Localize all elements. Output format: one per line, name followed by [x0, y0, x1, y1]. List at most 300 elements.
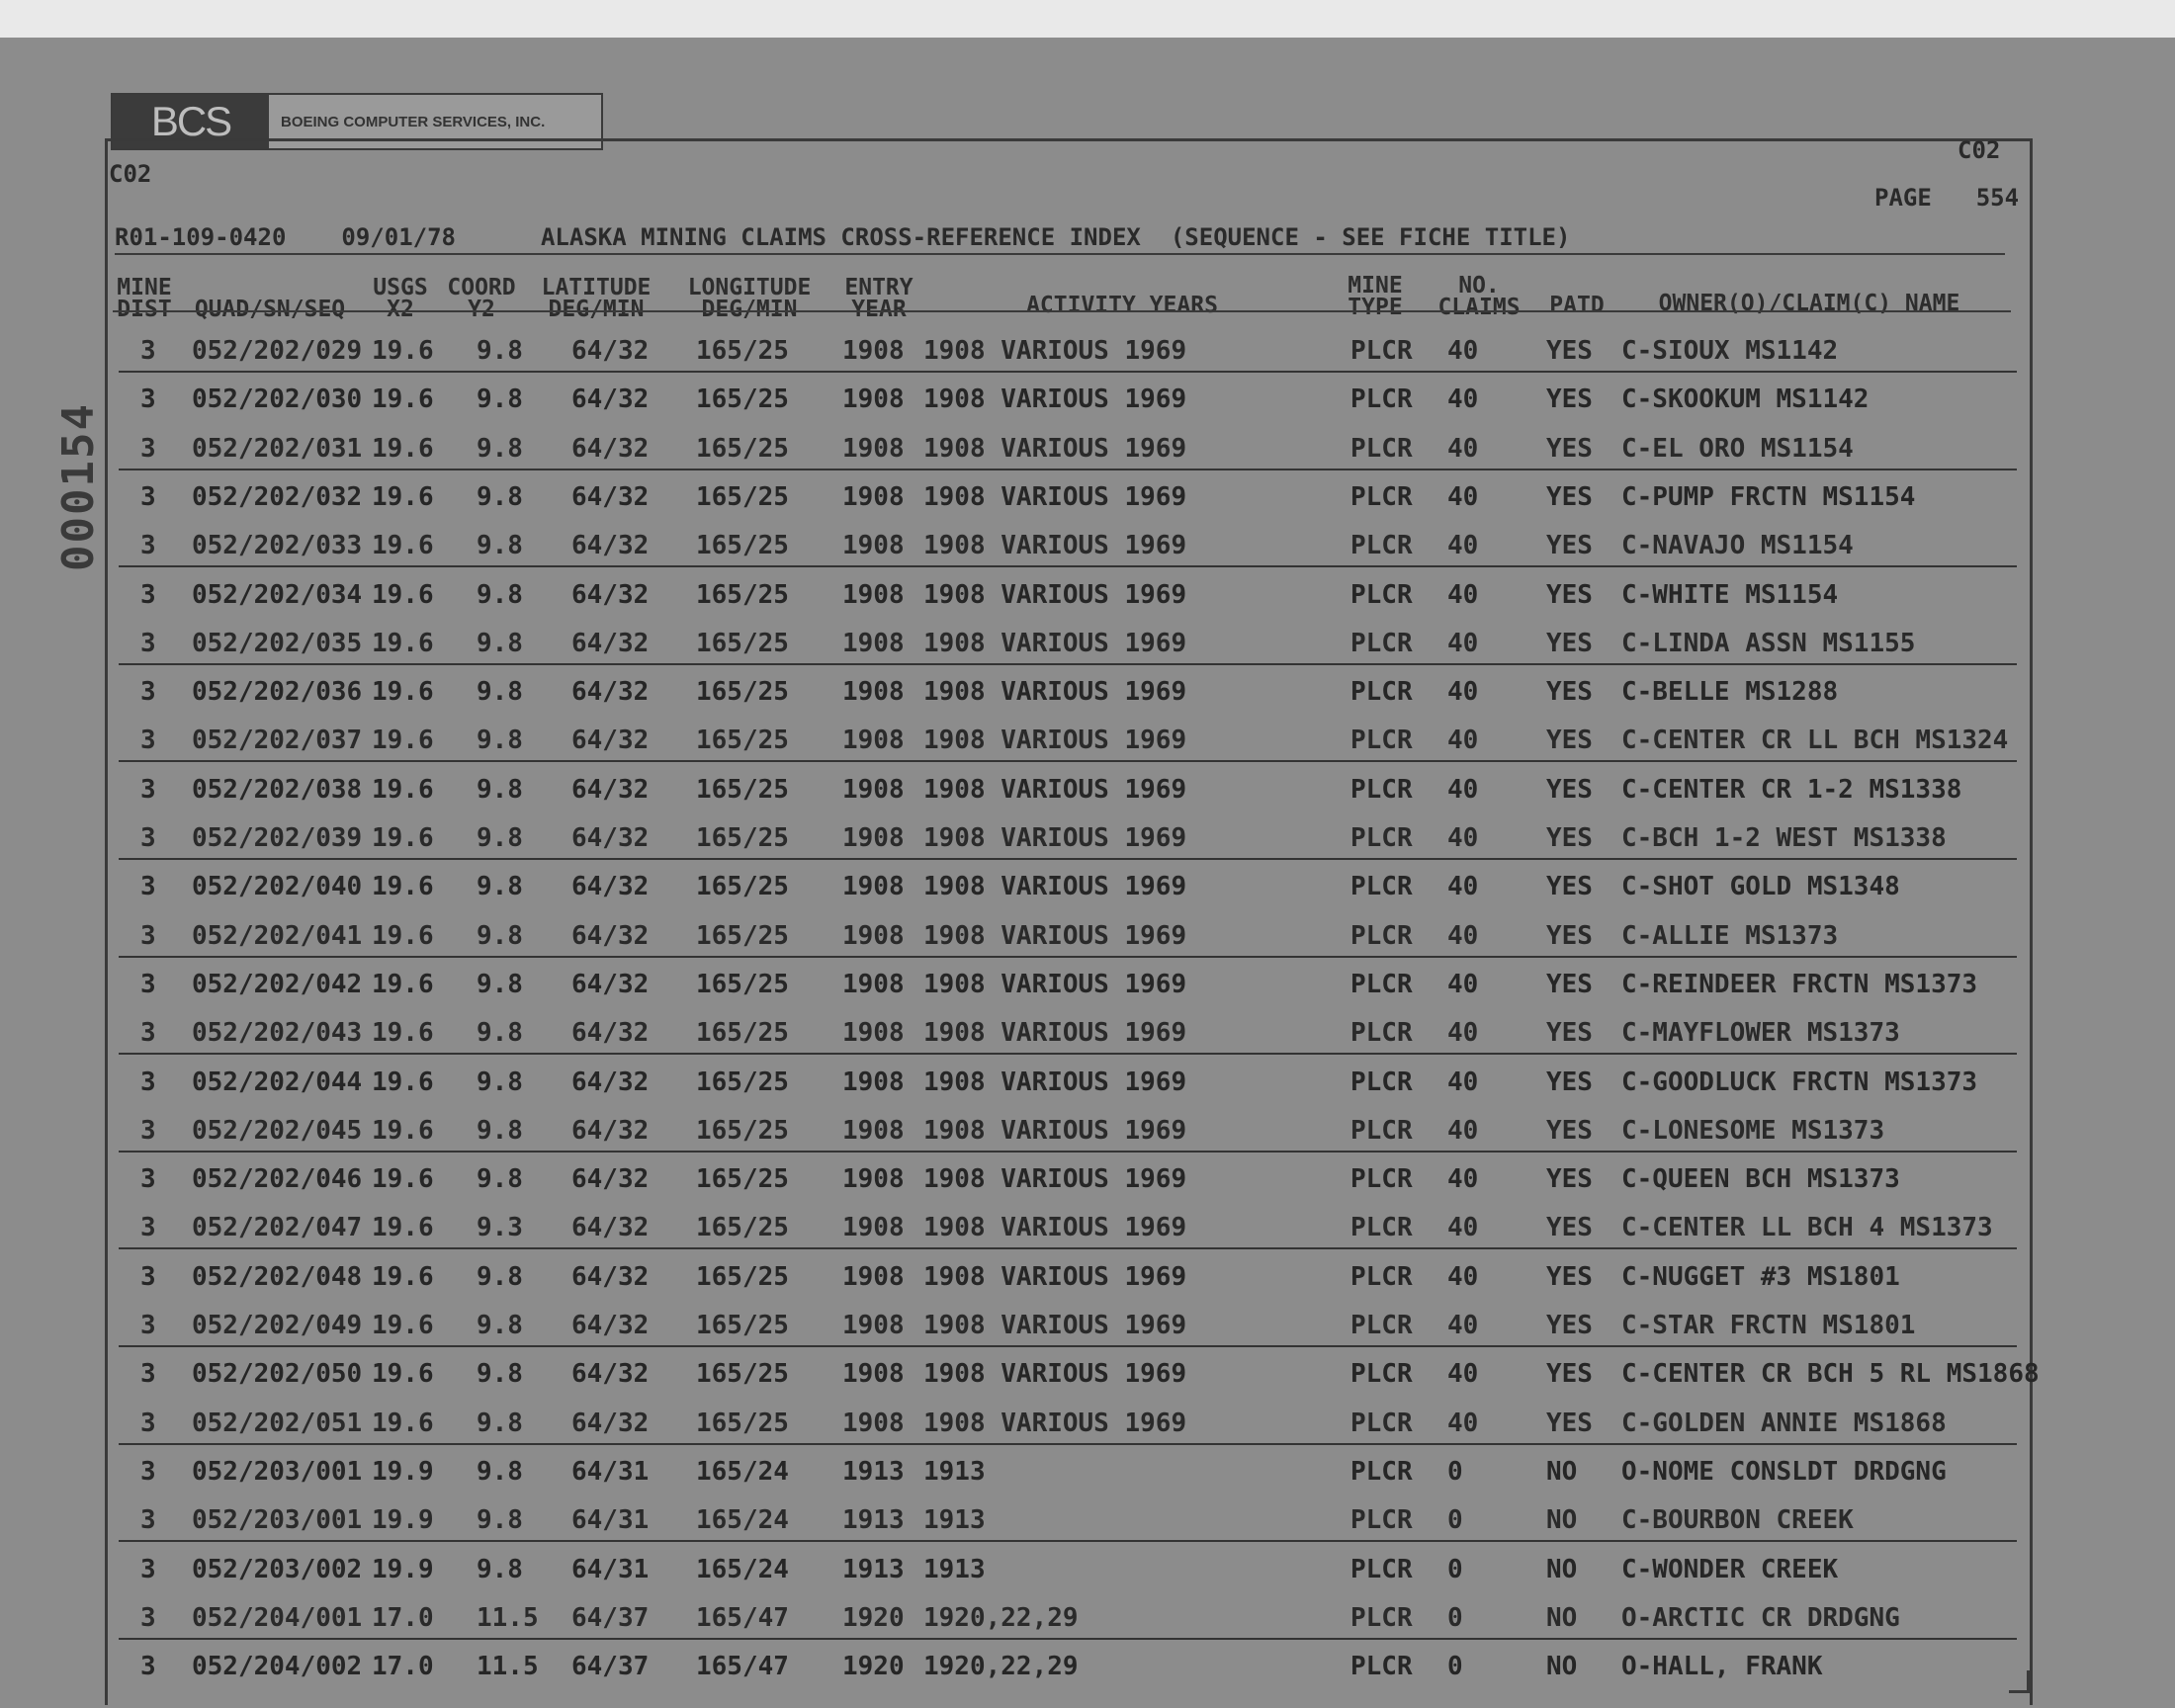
cell-owner-claim-name: C-PUMP FRCTN MS1154 — [1621, 481, 1916, 512]
company-name: BOEING COMPUTER SERVICES, INC. — [281, 113, 546, 130]
cell-mine-type: PLCR — [1350, 1018, 1413, 1049]
cell-entry-year: 1908 — [842, 1067, 905, 1097]
table-row — [119, 1495, 2017, 1544]
cell-activity-years: 1908 VARIOUS 1969 — [923, 1164, 1187, 1195]
cell-mine-type: PLCR — [1350, 1359, 1413, 1390]
cell-mine-type: PLCR — [1350, 1261, 1413, 1292]
cell-quad-sn-seq: 052/202/035 — [192, 628, 363, 658]
cell-mine-dist: 3 — [140, 1456, 156, 1487]
cell-mine-type: PLCR — [1350, 336, 1413, 366]
cell-quad-sn-seq: 052/203/001 — [192, 1456, 363, 1487]
cell-owner-claim-name: C-NUGGET #3 MS1801 — [1621, 1261, 1900, 1292]
cell-usgs-x2: 19.6 — [372, 384, 434, 415]
table-row — [119, 1447, 2017, 1495]
page-number: 554 — [1975, 184, 2020, 212]
cell-coord-y2: 9.8 — [477, 628, 523, 658]
table-row — [119, 521, 2017, 569]
cell-coord-y2: 9.8 — [477, 969, 523, 999]
row-underline — [119, 371, 2017, 373]
cell-entry-year: 1908 — [842, 1213, 905, 1243]
cell-activity-years: 1908 VARIOUS 1969 — [923, 481, 1187, 512]
cell-usgs-x2: 19.6 — [372, 677, 434, 708]
header-usgs-x2: USGS X2 — [373, 275, 428, 322]
corner-code-right: C02 — [1958, 136, 2001, 164]
cell-activity-years: 1913 — [923, 1456, 986, 1487]
cell-mine-dist: 3 — [140, 1554, 156, 1584]
cell-patd: NO — [1546, 1456, 1578, 1487]
cell-longitude: 165/25 — [696, 726, 789, 756]
cell-quad-sn-seq: 052/202/051 — [192, 1408, 363, 1438]
cell-owner-claim-name: C-MAYFLOWER MS1373 — [1621, 1018, 1900, 1049]
cell-usgs-x2: 17.0 — [372, 1652, 434, 1682]
table-row — [119, 326, 2017, 375]
cell-longitude: 165/47 — [696, 1602, 789, 1633]
cell-mine-type: PLCR — [1350, 920, 1413, 951]
page-indicator — [1874, 184, 2019, 212]
cell-owner-claim-name: C-SHOT GOLD MS1348 — [1621, 872, 1900, 902]
header-no-claims: NO. CLAIMS — [1437, 273, 1521, 320]
row-underline — [119, 1053, 2017, 1055]
cell-quad-sn-seq: 052/202/029 — [192, 336, 363, 366]
cell-mine-dist: 3 — [140, 384, 156, 415]
cell-activity-years: 1913 — [923, 1505, 986, 1536]
cell-activity-years: 1908 VARIOUS 1969 — [923, 336, 1187, 366]
cell-entry-year: 1908 — [842, 1164, 905, 1195]
cell-latitude: 64/37 — [571, 1602, 650, 1633]
cell-latitude: 64/32 — [571, 726, 650, 756]
cell-mine-dist: 3 — [140, 1408, 156, 1438]
cell-patd: YES — [1546, 1067, 1593, 1097]
cell-usgs-x2: 19.6 — [372, 726, 434, 756]
cell-activity-years: 1908 VARIOUS 1969 — [923, 531, 1187, 561]
row-underline — [119, 1443, 2017, 1445]
cell-entry-year: 1908 — [842, 726, 905, 756]
cell-quad-sn-seq: 052/204/002 — [192, 1652, 363, 1682]
cell-patd: YES — [1546, 1261, 1593, 1292]
cell-activity-years: 1908 VARIOUS 1969 — [923, 1018, 1187, 1049]
cell-coord-y2: 9.8 — [477, 384, 523, 415]
row-underline — [119, 1247, 2017, 1249]
cell-latitude: 64/32 — [571, 920, 650, 951]
cell-coord-y2: 9.3 — [477, 1213, 523, 1243]
cell-patd: YES — [1546, 872, 1593, 902]
cell-no-claims: 40 — [1447, 969, 1479, 999]
cell-entry-year: 1908 — [842, 677, 905, 708]
cell-quad-sn-seq: 052/202/050 — [192, 1359, 363, 1390]
cell-activity-years: 1920,22,29 — [923, 1652, 1079, 1682]
cell-mine-type: PLCR — [1350, 872, 1413, 902]
table-row — [119, 765, 2017, 813]
cell-owner-claim-name: O-HALL, FRANK — [1621, 1652, 1823, 1682]
header-owner-claim-name: OWNER(O)/CLAIM(C) NAME — [1658, 291, 1960, 316]
row-underline — [119, 1540, 2017, 1542]
cell-no-claims: 0 — [1447, 1456, 1463, 1487]
cell-entry-year: 1913 — [842, 1505, 905, 1536]
cell-latitude: 64/32 — [571, 969, 650, 999]
cell-usgs-x2: 19.6 — [372, 823, 434, 853]
cell-quad-sn-seq: 052/202/045 — [192, 1115, 363, 1146]
cell-coord-y2: 9.8 — [477, 1115, 523, 1146]
cell-latitude: 64/32 — [571, 481, 650, 512]
cell-no-claims: 40 — [1447, 1359, 1479, 1390]
header-coord-y2: COORD Y2 — [447, 275, 516, 322]
cell-latitude: 64/32 — [571, 1115, 650, 1146]
header-mine-dist: MINE DIST — [117, 275, 172, 322]
cell-no-claims: 40 — [1447, 433, 1479, 464]
cell-entry-year: 1908 — [842, 336, 905, 366]
cell-usgs-x2: 19.6 — [372, 872, 434, 902]
cell-latitude: 64/32 — [571, 579, 650, 610]
corner-code-left: C02 — [109, 160, 152, 188]
cell-mine-type: PLCR — [1350, 1456, 1413, 1487]
cell-longitude: 165/25 — [696, 1164, 789, 1195]
cell-mine-dist: 3 — [140, 1602, 156, 1633]
cell-activity-years: 1908 VARIOUS 1969 — [923, 433, 1187, 464]
cell-entry-year: 1908 — [842, 384, 905, 415]
table-row — [119, 1642, 2017, 1690]
cell-mine-dist: 3 — [140, 531, 156, 561]
cell-activity-years: 1908 VARIOUS 1969 — [923, 920, 1187, 951]
cell-patd: YES — [1546, 823, 1593, 853]
cell-owner-claim-name: C-LINDA ASSN MS1155 — [1621, 628, 1916, 658]
cell-entry-year: 1908 — [842, 823, 905, 853]
cell-latitude: 64/32 — [571, 1164, 650, 1195]
cell-mine-dist: 3 — [140, 628, 156, 658]
cell-patd: YES — [1546, 384, 1593, 415]
cell-latitude: 64/32 — [571, 628, 650, 658]
cell-coord-y2: 9.8 — [477, 1554, 523, 1584]
cell-latitude: 64/32 — [571, 336, 650, 366]
cell-mine-dist: 3 — [140, 677, 156, 708]
cell-patd: YES — [1546, 1359, 1593, 1390]
cell-activity-years: 1908 VARIOUS 1969 — [923, 1311, 1187, 1340]
cell-mine-dist: 3 — [140, 1213, 156, 1243]
row-underline — [119, 956, 2017, 958]
row-underline — [119, 1151, 2017, 1153]
cell-no-claims: 40 — [1447, 1261, 1479, 1292]
cell-activity-years: 1908 VARIOUS 1969 — [923, 774, 1187, 805]
cell-no-claims: 40 — [1447, 1164, 1479, 1195]
cell-mine-dist: 3 — [140, 969, 156, 999]
cell-quad-sn-seq: 052/202/047 — [192, 1213, 363, 1243]
report-id: R01-109-0420 — [115, 223, 287, 251]
cell-coord-y2: 9.8 — [477, 579, 523, 610]
cell-no-claims: 40 — [1447, 481, 1479, 512]
cell-patd: YES — [1546, 579, 1593, 610]
cell-longitude: 165/25 — [696, 1018, 789, 1049]
cell-usgs-x2: 19.6 — [372, 774, 434, 805]
cell-quad-sn-seq: 052/203/001 — [192, 1505, 363, 1536]
cell-mine-type: PLCR — [1350, 1652, 1413, 1682]
cell-longitude: 165/25 — [696, 1261, 789, 1292]
cell-latitude: 64/32 — [571, 1408, 650, 1438]
cell-entry-year: 1908 — [842, 1261, 905, 1292]
cell-latitude: 64/32 — [571, 1311, 650, 1340]
cell-usgs-x2: 19.6 — [372, 969, 434, 999]
table-row — [119, 375, 2017, 423]
cell-patd: YES — [1546, 1408, 1593, 1438]
cell-coord-y2: 9.8 — [477, 1018, 523, 1049]
row-underline — [119, 858, 2017, 860]
cell-coord-y2: 9.8 — [477, 677, 523, 708]
table-row — [119, 1593, 2017, 1642]
cell-patd: YES — [1546, 969, 1593, 999]
cell-longitude: 165/25 — [696, 1115, 789, 1146]
cell-mine-type: PLCR — [1350, 1115, 1413, 1146]
cell-no-claims: 40 — [1447, 384, 1479, 415]
cell-quad-sn-seq: 052/202/049 — [192, 1311, 363, 1340]
cell-patd: NO — [1546, 1652, 1578, 1682]
cell-mine-type: PLCR — [1350, 823, 1413, 853]
cell-mine-dist: 3 — [140, 1652, 156, 1682]
cell-latitude: 64/32 — [571, 1213, 650, 1243]
cell-longitude: 165/47 — [696, 1652, 789, 1682]
table-row — [119, 1058, 2017, 1106]
cell-patd: YES — [1546, 433, 1593, 464]
cell-owner-claim-name: O-ARCTIC CR DRDGNG — [1621, 1602, 1900, 1633]
cell-mine-type: PLCR — [1350, 1602, 1413, 1633]
cell-quad-sn-seq: 052/202/038 — [192, 774, 363, 805]
table-row — [119, 813, 2017, 862]
cell-quad-sn-seq: 052/202/037 — [192, 726, 363, 756]
cell-quad-sn-seq: 052/202/043 — [192, 1018, 363, 1049]
cell-owner-claim-name: C-GOODLUCK FRCTN MS1373 — [1621, 1067, 1978, 1097]
cell-usgs-x2: 19.6 — [372, 920, 434, 951]
cell-no-claims: 40 — [1447, 579, 1479, 610]
cell-latitude: 64/32 — [571, 433, 650, 464]
cell-entry-year: 1908 — [842, 1018, 905, 1049]
cell-owner-claim-name: C-CENTER CR 1-2 MS1338 — [1621, 774, 1962, 805]
table-row — [119, 619, 2017, 667]
cell-mine-dist: 3 — [140, 481, 156, 512]
cell-coord-y2: 9.8 — [477, 1164, 523, 1195]
cell-entry-year: 1908 — [842, 872, 905, 902]
cell-owner-claim-name: C-BELLE MS1288 — [1621, 677, 1839, 708]
table-row — [119, 1301, 2017, 1349]
cell-mine-type: PLCR — [1350, 481, 1413, 512]
cell-no-claims: 40 — [1447, 677, 1479, 708]
cell-quad-sn-seq: 052/202/032 — [192, 481, 363, 512]
row-underline — [119, 760, 2017, 762]
cell-mine-dist: 3 — [140, 726, 156, 756]
cell-coord-y2: 9.8 — [477, 1408, 523, 1438]
cell-patd: NO — [1546, 1505, 1578, 1536]
cell-activity-years: 1913 — [923, 1554, 986, 1584]
row-underline — [119, 469, 2017, 470]
cell-patd: YES — [1546, 774, 1593, 805]
cell-no-claims: 40 — [1447, 726, 1479, 756]
cell-entry-year: 1908 — [842, 1359, 905, 1390]
cell-coord-y2: 9.8 — [477, 920, 523, 951]
table-row — [119, 1399, 2017, 1447]
row-underline — [119, 565, 2017, 567]
cell-mine-dist: 3 — [140, 336, 156, 366]
cell-usgs-x2: 19.6 — [372, 1115, 434, 1146]
header-rule — [113, 310, 2011, 312]
cell-latitude: 64/32 — [571, 384, 650, 415]
cell-no-claims: 40 — [1447, 1408, 1479, 1438]
cell-no-claims: 0 — [1447, 1652, 1463, 1682]
cell-mine-type: PLCR — [1350, 1067, 1413, 1097]
cell-longitude: 165/25 — [696, 920, 789, 951]
header-longitude: LONGITUDE DEG/MIN — [687, 275, 812, 322]
cell-quad-sn-seq: 052/202/031 — [192, 433, 363, 464]
cell-mine-dist: 3 — [140, 1018, 156, 1049]
cell-latitude: 64/32 — [571, 823, 650, 853]
cell-mine-type: PLCR — [1350, 726, 1413, 756]
report-title: ALASKA MINING CLAIMS CROSS-REFERENCE INDEX — [540, 223, 1141, 251]
cell-mine-dist: 3 — [140, 1359, 156, 1390]
cell-patd: YES — [1546, 1213, 1593, 1243]
cell-mine-dist: 3 — [140, 774, 156, 805]
table-row — [119, 1545, 2017, 1593]
cell-mine-type: PLCR — [1350, 774, 1413, 805]
cell-owner-claim-name: C-BOURBON CREEK — [1621, 1505, 1854, 1536]
cell-mine-type: PLCR — [1350, 1505, 1413, 1536]
cell-activity-years: 1908 VARIOUS 1969 — [923, 872, 1187, 902]
cell-no-claims: 0 — [1447, 1554, 1463, 1584]
cell-entry-year: 1908 — [842, 628, 905, 658]
cell-patd: YES — [1546, 1115, 1593, 1146]
cell-mine-dist: 3 — [140, 872, 156, 902]
cell-mine-type: PLCR — [1350, 579, 1413, 610]
cell-latitude: 64/32 — [571, 1067, 650, 1097]
cell-mine-type: PLCR — [1350, 384, 1413, 415]
cell-coord-y2: 9.8 — [477, 531, 523, 561]
cell-quad-sn-seq: 052/202/036 — [192, 677, 363, 708]
cell-entry-year: 1913 — [842, 1554, 905, 1584]
cell-latitude: 64/32 — [571, 872, 650, 902]
cell-longitude: 165/25 — [696, 1213, 789, 1243]
cell-mine-dist: 3 — [140, 920, 156, 951]
cell-no-claims: 40 — [1447, 872, 1479, 902]
cell-activity-years: 1908 VARIOUS 1969 — [923, 1067, 1187, 1097]
cell-mine-type: PLCR — [1350, 1164, 1413, 1195]
table-row — [119, 570, 2017, 619]
cell-longitude: 165/25 — [696, 823, 789, 853]
cell-coord-y2: 9.8 — [477, 1067, 523, 1097]
scan-top-strip — [0, 0, 2175, 38]
row-underline — [119, 1638, 2017, 1640]
cell-usgs-x2: 19.9 — [372, 1505, 434, 1536]
cell-latitude: 64/32 — [571, 677, 650, 708]
cell-activity-years: 1908 VARIOUS 1969 — [923, 1261, 1187, 1292]
cell-activity-years: 1920,22,29 — [923, 1602, 1079, 1633]
cell-mine-dist: 3 — [140, 823, 156, 853]
cell-entry-year: 1908 — [842, 433, 905, 464]
table-row — [119, 911, 2017, 960]
cell-no-claims: 40 — [1447, 1018, 1479, 1049]
cell-entry-year: 1920 — [842, 1602, 905, 1633]
cell-coord-y2: 9.8 — [477, 481, 523, 512]
cell-usgs-x2: 19.9 — [372, 1456, 434, 1487]
cell-mine-dist: 3 — [140, 1115, 156, 1146]
cell-coord-y2: 9.8 — [477, 1505, 523, 1536]
cell-usgs-x2: 19.9 — [372, 1554, 434, 1584]
cell-no-claims: 40 — [1447, 336, 1479, 366]
cell-mine-type: PLCR — [1350, 433, 1413, 464]
cell-latitude: 64/37 — [571, 1652, 650, 1682]
cell-mine-dist: 3 — [140, 1164, 156, 1195]
cell-no-claims: 40 — [1447, 1311, 1479, 1340]
cell-usgs-x2: 19.6 — [372, 628, 434, 658]
table-row — [119, 1252, 2017, 1301]
side-document-number: 000154 — [53, 402, 104, 571]
cell-owner-claim-name: C-STAR FRCTN MS1801 — [1621, 1311, 1916, 1340]
cell-longitude: 165/25 — [696, 433, 789, 464]
cell-patd: YES — [1546, 336, 1593, 366]
cell-mine-dist: 3 — [140, 579, 156, 610]
header-entry-year: ENTRY YEAR — [844, 275, 914, 322]
cell-activity-years: 1908 VARIOUS 1969 — [923, 579, 1187, 610]
header-patd: PATD — [1549, 293, 1605, 318]
cell-quad-sn-seq: 052/204/001 — [192, 1602, 363, 1633]
header-latitude: LATITUDE DEG/MIN — [541, 275, 652, 322]
cell-mine-type: PLCR — [1350, 1554, 1413, 1584]
report-header-line — [115, 223, 1570, 251]
table-row — [119, 1349, 2040, 1398]
cell-usgs-x2: 19.6 — [372, 1311, 434, 1340]
table-row — [119, 667, 2017, 716]
cell-longitude: 165/25 — [696, 336, 789, 366]
cell-quad-sn-seq: 052/202/033 — [192, 531, 363, 561]
cell-owner-claim-name: C-CENTER CR BCH 5 RL MS1868 — [1621, 1359, 2040, 1390]
page-label: PAGE — [1874, 184, 1932, 212]
cell-owner-claim-name: O-NOME CONSLDT DRDGNG — [1621, 1456, 1947, 1487]
cell-mine-type: PLCR — [1350, 969, 1413, 999]
cell-usgs-x2: 19.6 — [372, 1408, 434, 1438]
cell-patd: YES — [1546, 481, 1593, 512]
cell-longitude: 165/25 — [696, 1408, 789, 1438]
cell-patd: YES — [1546, 1018, 1593, 1049]
cell-latitude: 64/31 — [571, 1554, 650, 1584]
cell-entry-year: 1908 — [842, 481, 905, 512]
cell-longitude: 165/25 — [696, 579, 789, 610]
cell-no-claims: 40 — [1447, 920, 1479, 951]
cell-quad-sn-seq: 052/202/046 — [192, 1164, 363, 1195]
cell-no-claims: 40 — [1447, 531, 1479, 561]
cell-usgs-x2: 17.0 — [372, 1602, 434, 1633]
cell-mine-dist: 3 — [140, 1067, 156, 1097]
cell-patd: YES — [1546, 677, 1593, 708]
cell-entry-year: 1908 — [842, 920, 905, 951]
row-underline — [119, 1345, 2017, 1347]
cell-mine-dist: 3 — [140, 433, 156, 464]
bcs-logo: BCS — [113, 95, 269, 148]
header-quad-sn-seq: QUAD/SN/SEQ — [194, 297, 346, 322]
cell-patd: NO — [1546, 1602, 1578, 1633]
cell-usgs-x2: 19.6 — [372, 531, 434, 561]
cell-longitude: 165/25 — [696, 531, 789, 561]
cell-mine-dist: 3 — [140, 1505, 156, 1536]
cell-usgs-x2: 19.6 — [372, 336, 434, 366]
cell-coord-y2: 9.8 — [477, 1311, 523, 1340]
cell-owner-claim-name: C-WHITE MS1154 — [1621, 579, 1839, 610]
cell-no-claims: 40 — [1447, 1213, 1479, 1243]
cell-usgs-x2: 19.6 — [372, 1164, 434, 1195]
cell-longitude: 165/25 — [696, 969, 789, 999]
cell-usgs-x2: 19.6 — [372, 481, 434, 512]
cell-mine-type: PLCR — [1350, 1311, 1413, 1340]
cell-owner-claim-name: C-REINDEER FRCTN MS1373 — [1621, 969, 1978, 999]
cell-quad-sn-seq: 052/203/002 — [192, 1554, 363, 1584]
cell-usgs-x2: 19.6 — [372, 1261, 434, 1292]
cell-no-claims: 40 — [1447, 774, 1479, 805]
cell-latitude: 64/31 — [571, 1505, 650, 1536]
cell-latitude: 64/32 — [571, 1261, 650, 1292]
cell-patd: YES — [1546, 1311, 1593, 1340]
cell-owner-claim-name: C-LONESOME MS1373 — [1621, 1115, 1885, 1146]
